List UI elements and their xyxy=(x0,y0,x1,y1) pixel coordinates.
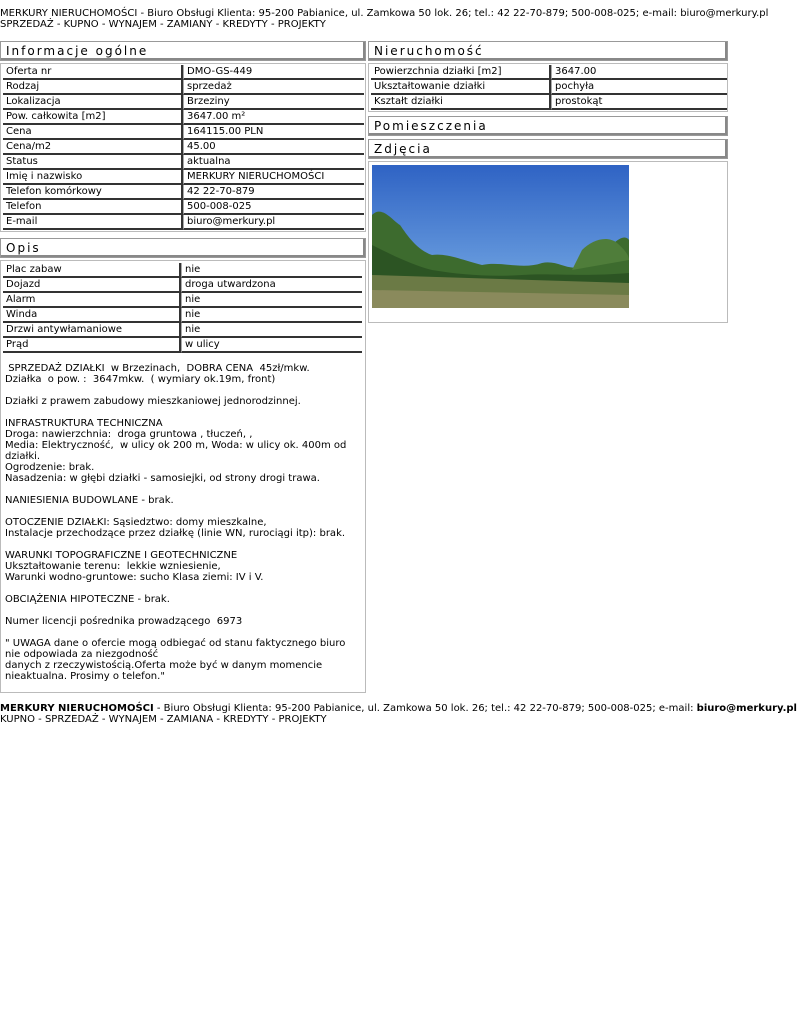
row-value: MERKURY NIERUCHOMOŚCI xyxy=(183,170,364,185)
row-label: Cena/m2 xyxy=(3,140,183,155)
footer-contact-line xyxy=(0,703,797,714)
row-value: 164115.00 PLN xyxy=(183,125,364,140)
row-label: Prąd xyxy=(3,338,181,353)
row-label: Ukształtowanie działki xyxy=(371,80,551,95)
footer-email[interactable]: biuro@merkury.pl xyxy=(696,703,797,714)
table-row xyxy=(3,110,365,125)
table-row xyxy=(3,155,365,170)
row-label: Cena xyxy=(3,125,183,140)
row-label: Rodzaj xyxy=(3,80,183,95)
section-title-general: Informacje ogólne xyxy=(0,41,366,61)
row-label: Oferta nr xyxy=(3,65,183,80)
row-value: sprzedaż xyxy=(183,80,364,95)
photo-gallery xyxy=(368,161,728,323)
right-column xyxy=(368,40,728,323)
row-label: Drzwi antywłamaniowe xyxy=(3,323,181,338)
general-info-table xyxy=(0,63,366,232)
table-row xyxy=(3,293,363,308)
row-label: Status xyxy=(3,155,183,170)
row-value: nie xyxy=(181,263,362,278)
table-row xyxy=(3,308,363,323)
section-title-rooms: Pomieszczenia xyxy=(368,116,728,136)
footer-brand: MERKURY NIERUCHOMOŚCI xyxy=(0,703,154,714)
table-row xyxy=(3,170,365,185)
row-value: aktualna xyxy=(183,155,364,170)
footer-contact-text: - Biuro Obsługi Klienta: 95-200 Pabianice, ul. Zamkowa 50 lok. 26; tel.: 42 22-70-879; 500-008-025; e-mail: xyxy=(153,703,697,714)
row-value: DMO-GS-449 xyxy=(183,65,364,80)
table-row xyxy=(371,95,727,110)
page-footer xyxy=(0,703,797,725)
table-row xyxy=(3,338,363,353)
footer-services-line: KUPNO - SPRZEDAŻ - WYNAJEM - ZAMIANA - KREDYTY - PROJEKTY xyxy=(0,714,327,725)
row-label: Dojazd xyxy=(3,278,181,293)
section-title-opis: Opis xyxy=(0,238,366,258)
table-row xyxy=(3,185,365,200)
description-text: SPRZEDAŻ DZIAŁKI w Brzezinach, DOBRA CENA 45zł/mkw. Działka o pow. : 3647mkw. ( wymiary ok.19m, front) Działki z prawem zabudowy mieszkaniowej jednorodzinnej. INFRASTRUKTURA TECHNICZNA Droga: nawierzchnia: droga gruntowa , tłuczeń, , Media: Elektryczność, w ulicy ok 200 m, Woda: w ulicy ok. 400m od działki. Ogrodzenie: brak. Nasadzenia: w głębi działki - samosiejki, od strony drogi trawa. NANIESIENIA BUDOWLANE - brak. OTOCZENIE DZIAŁKI: Sąsiedztwo: domy mieszkalne, Instalacje przechodzące przez działkę (linie WN, rurociągi itp): brak. WARUNKI TOPOGRAFICZNE I GEOTECHNICZNE Ukształtowanie terenu: lekkie wzniesienie, Warunki wodno-gruntowe: sucho Klasa ziemi: IV i V. OBCIĄŻENIA HIPOTECZNE - brak. Numer licencji pośrednika prowadzącego 6973 " UWAGA dane o ofercie mogą odbiegać od stanu faktycznego biuro nie odpowiada za niezgodność danych z rzeczywistością.Oferta może być w danym momencie nieaktualna. Prosimy o telefon." xyxy=(5,363,347,682)
property-photo[interactable] xyxy=(372,165,629,308)
left-column xyxy=(0,40,366,693)
table-row xyxy=(371,80,727,95)
table-row xyxy=(3,278,363,293)
row-value: 42 22-70-879 xyxy=(183,185,364,200)
row-value: 3647.00 m² xyxy=(183,110,364,125)
table-row xyxy=(3,125,365,140)
row-value: nie xyxy=(181,293,362,308)
row-value: 3647.00 xyxy=(551,65,727,80)
table-row xyxy=(3,65,365,80)
row-label: Lokalizacja xyxy=(3,95,183,110)
row-label: Imię i nazwisko xyxy=(3,170,183,185)
row-value: w ulicy xyxy=(181,338,362,353)
section-title-property: Nieruchomość xyxy=(368,41,728,61)
page-header xyxy=(0,8,769,30)
row-label: Plac zabaw xyxy=(3,263,181,278)
table-row xyxy=(3,95,365,110)
row-label: Winda xyxy=(3,308,181,323)
table-row xyxy=(371,65,727,80)
row-value: droga utwardzona xyxy=(181,278,362,293)
section-title-photos: Zdjęcia xyxy=(368,139,728,159)
row-label: Telefon xyxy=(3,200,183,215)
row-value: biuro@merkury.pl xyxy=(183,215,364,230)
table-row xyxy=(3,200,365,215)
row-label: E-mail xyxy=(3,215,183,230)
row-label: Kształt działki xyxy=(371,95,551,110)
table-row xyxy=(3,323,363,338)
row-value: 45.00 xyxy=(183,140,364,155)
row-label: Powierzchnia działki [m2] xyxy=(371,65,551,80)
table-row xyxy=(3,140,365,155)
row-value: 500-008-025 xyxy=(183,200,364,215)
row-value: Brzeziny xyxy=(183,95,364,110)
header-contact-line: MERKURY NIERUCHOMOŚCI - Biuro Obsługi Klienta: 95-200 Pabianice, ul. Zamkowa 50 lok. 26; tel.: 42 22-70-879; 500-008-025; e-mail: biuro@merkury.pl xyxy=(0,8,769,19)
landscape-photo-image xyxy=(372,165,629,308)
row-label: Alarm xyxy=(3,293,181,308)
description-box xyxy=(0,260,366,693)
header-services-line: SPRZEDAŻ - KUPNO - WYNAJEM - ZAMIANY - KREDYTY - PROJEKTY xyxy=(0,19,326,30)
table-row xyxy=(3,263,363,278)
row-value: pochyła xyxy=(551,80,727,95)
row-value: nie xyxy=(181,308,362,323)
table-row xyxy=(3,215,365,230)
row-value: prostokąt xyxy=(551,95,727,110)
property-table xyxy=(368,63,728,112)
row-label: Pow. całkowita [m2] xyxy=(3,110,183,125)
table-row xyxy=(3,80,365,95)
row-label: Telefon komórkowy xyxy=(3,185,183,200)
features-table xyxy=(3,263,363,353)
row-value: nie xyxy=(181,323,362,338)
